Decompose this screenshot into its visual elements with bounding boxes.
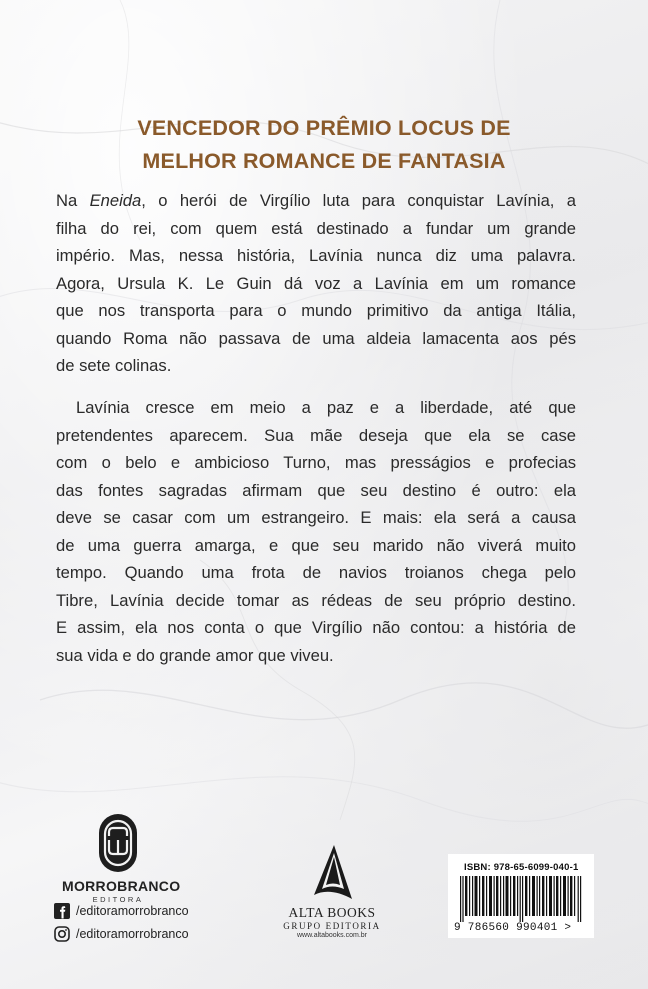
text-span: , o herói de Virgílio luta para conquistar Lavínia, a	[141, 191, 576, 210]
text-line: filha do rei, com quem está destinado a fundar um grande	[56, 218, 576, 238]
altabooks-emblem-icon	[300, 843, 364, 903]
altabooks-name: ALTA BOOKS	[288, 905, 376, 920]
text-line: com o belo e ambicioso Turno, mas presságios e profecias	[56, 453, 576, 472]
text-line: Tibre, Lavínia decide tomar as rédeas de seu próprio destino.	[56, 590, 576, 610]
publisher-subtitle: EDITORA	[92, 895, 144, 904]
text-line	[56, 187, 576, 215]
synopsis-paragraph-2	[56, 394, 576, 669]
headline-line-2: MELHOR ROMANCE DE FANTASIA	[142, 149, 506, 173]
synopsis-paragraph-1	[56, 187, 576, 380]
isbn-barcode	[448, 854, 594, 938]
morrobranco-logo	[62, 812, 181, 904]
text-line: de uma guerra amarga, e que seu marido não viverá muito	[56, 535, 576, 555]
barcode-bars	[460, 876, 582, 922]
text-line: que nos transporta para o mundo primitivo da antiga Itália,	[56, 301, 576, 320]
headline-line-1: VENCEDOR DO PRÊMIO LOCUS DE	[137, 116, 511, 140]
ean-digits: 9 786560 990401 >	[454, 922, 572, 934]
text-line: deve se casar com um estrangeiro. E mais: ela será a causa	[56, 508, 576, 527]
instagram-link[interactable]	[54, 926, 189, 942]
instagram-icon	[54, 926, 70, 942]
text-line: tempo. Quando uma frota de navios troianos chega pelo	[56, 563, 576, 582]
text-span: Na	[56, 191, 90, 210]
publisher-name: MORROBRANCO	[62, 878, 181, 894]
text-line: quando Roma não passava de uma aldeia lamacenta aos pés	[56, 328, 576, 348]
morrobranco-emblem-icon	[96, 812, 140, 874]
text-line: das fontes sagradas afirmam que seu destino é outro: ela	[56, 480, 576, 500]
text-line: Lavínia cresce em meio a paz e a liberdade, até que	[76, 398, 576, 417]
text-line: pretendentes aparecem. Sua mãe deseja que ela se case	[56, 425, 576, 445]
book-title-italic: Eneida	[89, 191, 142, 210]
altabooks-subtitle: GRUPO EDITORIA	[283, 921, 381, 931]
facebook-handle: /editoramorrobranco	[76, 904, 189, 918]
altabooks-url: www.altabooks.com.br	[296, 932, 368, 939]
facebook-link[interactable]	[54, 903, 189, 919]
award-headline	[0, 112, 648, 178]
altabooks-logo	[272, 843, 392, 939]
text-line: Agora, Ursula K. Le Guin dá voz a Lavínia em um romance	[56, 273, 576, 293]
text-line: sua vida e do grande amor que viveu.	[56, 645, 334, 665]
isbn-number: ISBN: 978-65-6099-040-1	[464, 862, 579, 873]
text-line: E assim, ela nos conta o que Virgílio não contou: a história de	[56, 618, 576, 637]
text-line: império. Mas, nessa história, Lavínia nunca diz uma palavra.	[56, 246, 576, 265]
text-line: de sete colinas.	[56, 356, 172, 375]
instagram-handle: /editoramorrobranco	[76, 927, 189, 941]
facebook-icon	[54, 903, 70, 919]
